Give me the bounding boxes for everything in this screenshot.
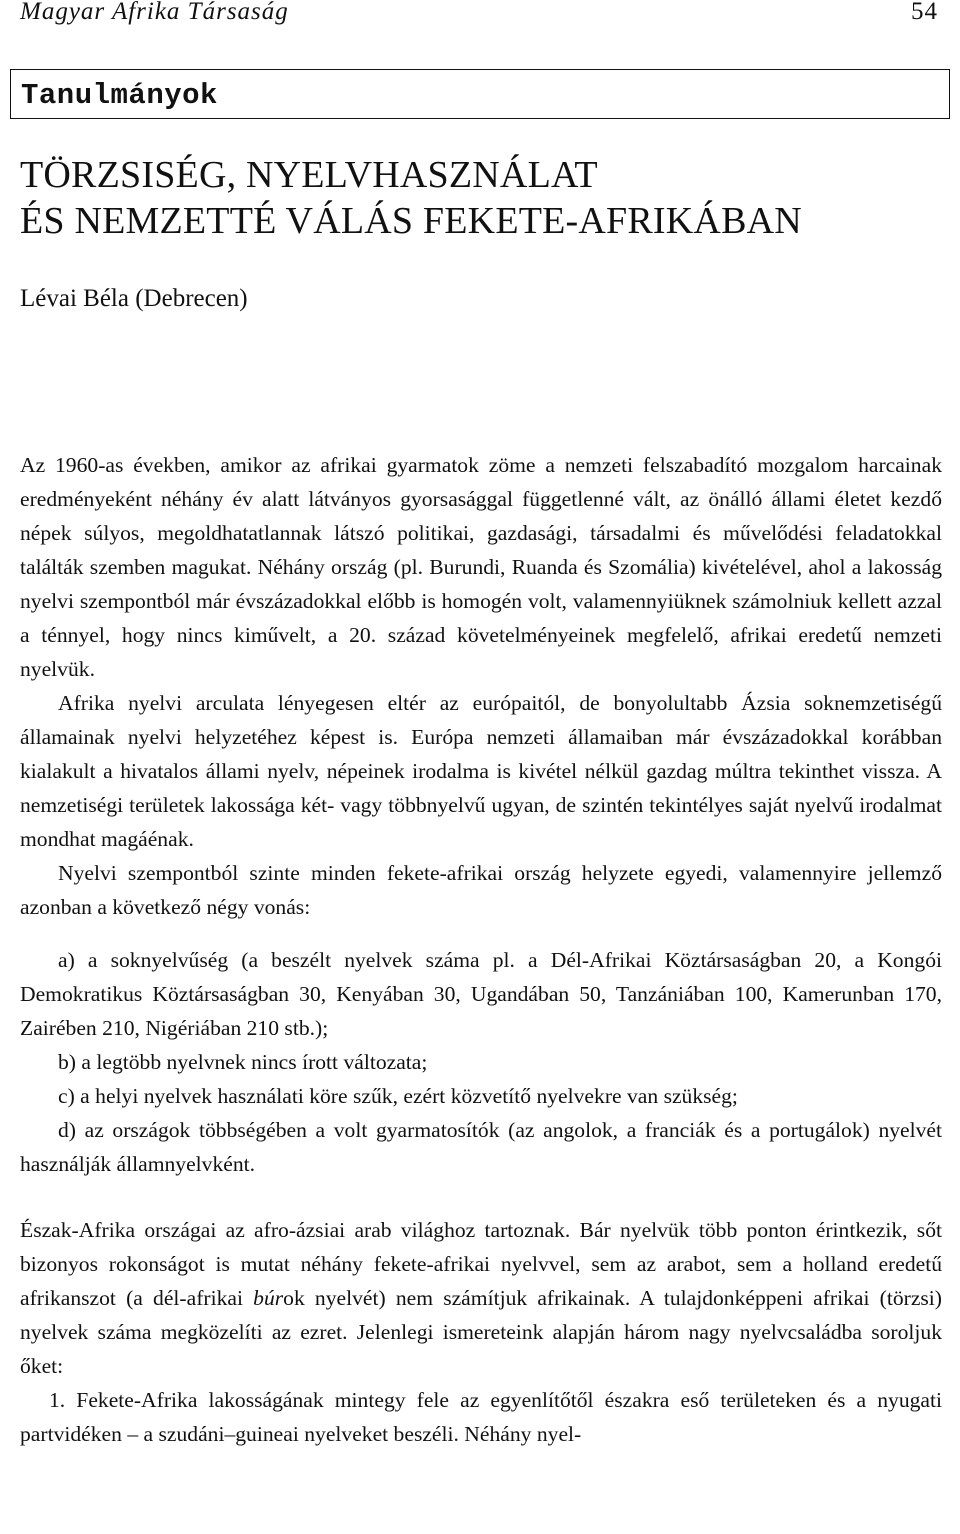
section-label: Tanulmányok (21, 79, 218, 112)
paragraph-3: Nyelvi szempontból szinte minden fekete-afrikai ország helyzete egyedi, valamennyire jellemző azonban a következő négy vonás: (20, 861, 942, 919)
article-title-line-2: ÉS NEMZETTÉ VÁLÁS FEKETE-AFRIKÁBAN (20, 200, 802, 242)
list-item-a: a) a soknyelvűség (a beszélt nyelvek száma pl. a Dél-Afrikai Köztársaságban 20, a Kongói Demokratikus Köztársaságban 30, Kenyában 30, Ugandában 50, Tanzániában 100, Kamerunban 170, Zairében 210, Nigériában 210 stb.); (20, 948, 942, 1040)
running-title: Magyar Afrika Társaság (20, 0, 289, 25)
paragraph-2: Afrika nyelvi arculata lényegesen eltér az európaitól, de bonyolultabb Ázsia soknemzetiségű államainak nyelvi helyzetéhez képest is. Európa nemzeti államaiban már évszázadokkal korábban kialakult a hivatalos állami nyelv, népeinek irodalma is kivétel nélkül gazdag múltra tekinthet vissza. A nemzetiségi területek lakossága két- vagy többnyelvű ugyan, de szintén tekintélyes saját nyelvű irodalmat mondhat magáénak. (20, 691, 942, 851)
list-item-c: c) a helyi nyelvek használati köre szűk, ezért közvetítő nyelvekre van szükség; (58, 1084, 738, 1108)
article-author: Lévai Béla (Debrecen) (20, 285, 248, 312)
page-number: 54 (911, 0, 938, 25)
paragraph-4-italic-term: búr (253, 1286, 284, 1310)
paragraph-4-text-end: ok nyelvét) nem számítjuk afrikainak. A tulajdonképpeni afrikai (törzsi) nyelvek száma megközelíti az ezret. Jelenlegi ismereteink alapján három nagy nyelvcsaládba soroljuk őket: (20, 1286, 942, 1378)
list-item-d: d) az országok többségében a volt gyarmatosítók (az angolok, a franciák és a portugálok) nyelvét használják államnyelvként. (20, 1118, 942, 1176)
paragraph-4 (20, 1213, 942, 1383)
article-title-line-1: TÖRZSISÉG, NYELVHASZNÁLAT (20, 154, 598, 196)
article-body (20, 448, 942, 1451)
paragraph-4-text-start: Észak-Afrika országai az afro-ázsiai arab világhoz tartoznak. Bár nyelvük több ponton érintkezik, sőt bizonyos rokonságot is mutat néhány fekete-afrikai nyelvvel, sem az arabot, sem a holland eredetű afrikanszot (a dél-afrikai (20, 1218, 942, 1310)
section-box (10, 69, 950, 119)
paragraph-1: Az 1960-as években, amikor az afrikai gyarmatok zöme a nemzeti felszabadító mozgalom harcainak eredményeként néhány év alatt látványos gyorsasággal függetlenné vált, az önálló állami életet kezdő népek súlyos, megoldhatatlannak látszó politikai, gazdasági, társadalmi és művelődési feladatokkal találták szemben magukat. Néhány ország (pl. Burundi, Ruanda és Szomália) kivételével, ahol a lakosság nyelvi szempontból már évszázadokkal előbb is homogén volt, valamennyiüknek számolniuk kellett azzal a ténnyel, hogy nincs kiművelt, a 20. század követelményeinek megfelelő, afrikai eredetű nemzeti nyelvük. (20, 453, 942, 681)
article-title (20, 152, 802, 244)
numbered-item-1: 1. Fekete-Afrika lakosságának mintegy fele az egyenlítőtől északra eső területeken és a nyugati partvidéken – a szudáni–guineai nyelveket beszéli. Néhány nyel- (20, 1388, 942, 1446)
list-item-b: b) a legtöbb nyelvnek nincs írott változata; (58, 1050, 428, 1074)
running-header (20, 0, 938, 28)
